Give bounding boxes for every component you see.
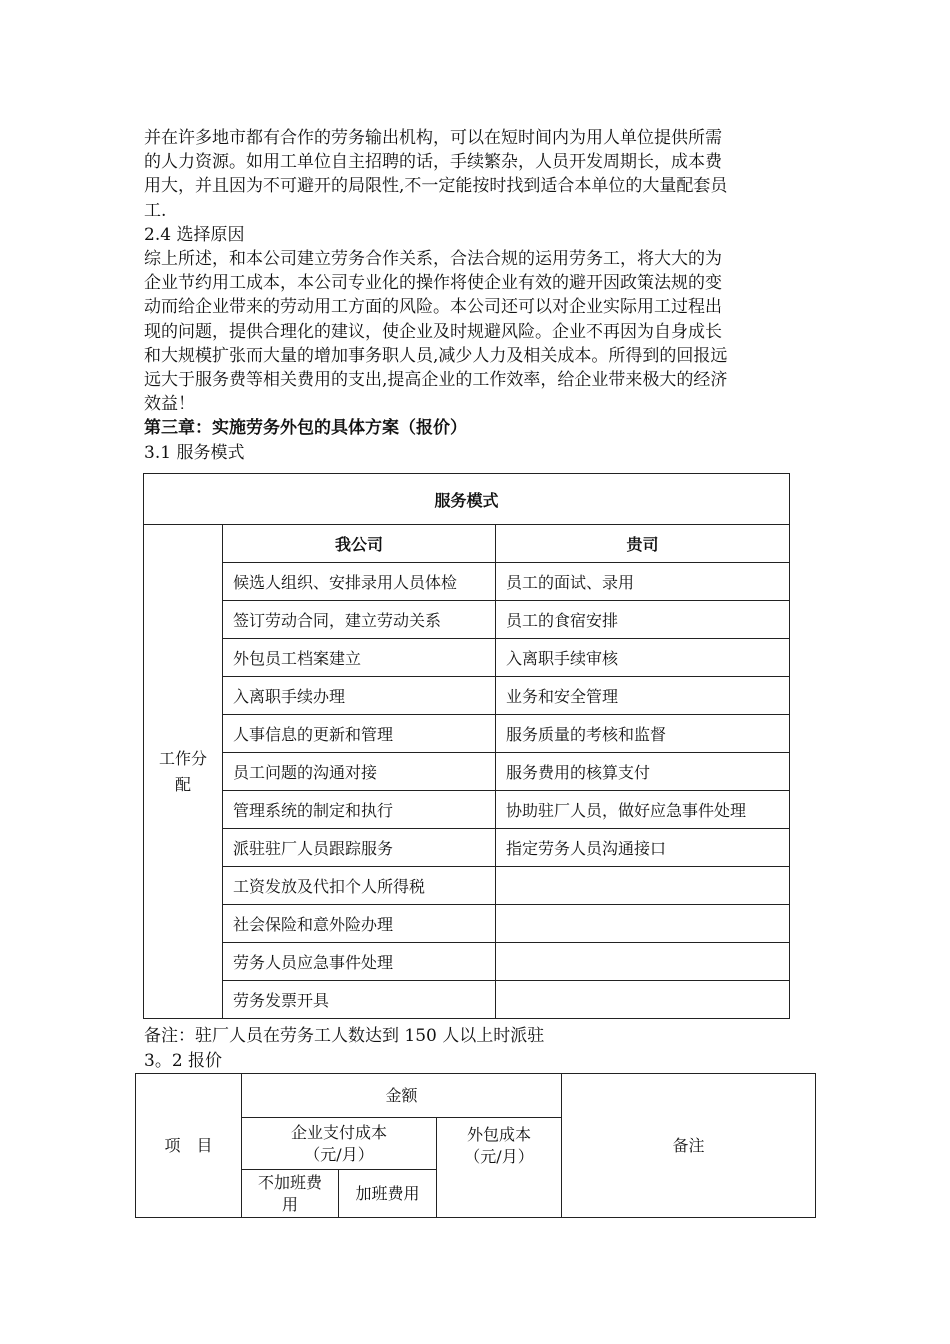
table-row (144, 639, 790, 677)
yours-cell: 指定劳务人员沟通接口 (496, 829, 790, 867)
table-row (144, 563, 790, 601)
outsource-cost-unit: （元/月） (464, 1147, 534, 1166)
no-overtime-label: 不加班费用 (257, 1172, 322, 1214)
yours-cell: 服务费用的核算支付 (496, 753, 790, 791)
price-amount-header: 金额 (242, 1074, 562, 1118)
ours-cell: 工资发放及代扣个人所得税 (223, 867, 496, 905)
document-body (144, 126, 809, 465)
service-mode-table (143, 473, 790, 1019)
section-2-4-line: 动而给企业带来的劳动用工方面的风险。本公司还可以对企业实际用工过程出 (144, 297, 722, 318)
outsource-cost-label: 外包成本 (467, 1125, 532, 1144)
section-2-4-line: 远大于服务费等相关费用的支出,提高企业的工作效率，给企业带来极大的经济 (144, 370, 728, 391)
ours-cell: 签订劳动合同，建立劳动关系 (223, 601, 496, 639)
price-table (135, 1073, 816, 1218)
section-2-4-line: 企业节约用工成本，本公司专业化的操作将使企业有效的避开因政策法规的变 (144, 273, 722, 294)
table-row (144, 829, 790, 867)
price-remark-header: 备注 (562, 1074, 816, 1218)
section-2-4-line: 和大规模扩张而大量的增加事务职人员,减少人力及相关成本。所得到的回报远 (144, 345, 728, 366)
section-2-4-heading: 2.4 选择原因 (144, 224, 245, 245)
table-row (144, 943, 790, 981)
price-item-header: 项 目 (136, 1074, 242, 1218)
table-row (144, 677, 790, 715)
yours-cell (496, 867, 790, 905)
yours-cell: 入离职手续审核 (496, 639, 790, 677)
ours-cell: 管理系统的制定和执行 (223, 791, 496, 829)
enterprise-cost-unit: （元/月） (304, 1144, 374, 1164)
ours-cell: 员工问题的沟通对接 (223, 753, 496, 791)
row-label-text: 工作分配 (158, 748, 207, 794)
yours-cell (496, 905, 790, 943)
ours-cell: 入离职手续办理 (223, 677, 496, 715)
row-label-work-allocation (144, 525, 223, 1019)
ours-cell: 社会保险和意外险办理 (223, 905, 496, 943)
table-row (144, 867, 790, 905)
intro-paragraph (144, 126, 809, 223)
section-3-1-heading: 3.1 服务模式 (144, 442, 245, 463)
outsource-cost-header (437, 1118, 562, 1218)
ours-cell: 派驻驻厂人员跟踪服务 (223, 829, 496, 867)
column-header-yours: 贵司 (496, 525, 790, 563)
yours-cell (496, 981, 790, 1019)
table-row (144, 715, 790, 753)
ours-cell: 人事信息的更新和管理 (223, 715, 496, 753)
overtime-header: 加班费用 (339, 1170, 437, 1218)
table-row (144, 981, 790, 1019)
chapter-3-title: 第三章：实施劳务外包的具体方案（报价） (144, 418, 467, 439)
yours-cell: 服务质量的考核和监督 (496, 715, 790, 753)
enterprise-cost-label: 企业支付成本 (290, 1122, 387, 1142)
table-row (144, 601, 790, 639)
ours-cell: 候选人组织、安排录用人员体检 (223, 563, 496, 601)
ours-cell: 外包员工档案建立 (223, 639, 496, 677)
yours-cell (496, 943, 790, 981)
table-row (144, 905, 790, 943)
enterprise-cost-header (242, 1118, 437, 1170)
no-overtime-header (242, 1170, 339, 1218)
yours-cell: 业务和安全管理 (496, 677, 790, 715)
yours-cell: 协助驻厂人员，做好应急事件处理 (496, 791, 790, 829)
column-header-ours: 我公司 (223, 525, 496, 563)
table-row (144, 791, 790, 829)
intro-line: 用大，并且因为不可避开的局限性,不一定能按时找到适合本单位的大量配套员 (144, 176, 728, 197)
section-2-4-line: 现的问题，提供合理化的建议，使企业及时规避风险。企业不再因为自身成长 (144, 321, 722, 342)
section-2-4-line: 效益！ (144, 394, 195, 415)
table-row (144, 753, 790, 791)
yours-cell: 员工的面试、录用 (496, 563, 790, 601)
ours-cell: 劳务人员应急事件处理 (223, 943, 496, 981)
service-table-title: 服务模式 (144, 474, 790, 525)
ours-cell: 劳务发票开具 (223, 981, 496, 1019)
section-3-2-heading: 3。2 报价 (144, 1051, 223, 1071)
yours-cell: 员工的食宿安排 (496, 601, 790, 639)
intro-line: 并在许多地市都有合作的劳务输出机构，可以在短时间内为用人单位提供所需 (144, 128, 722, 148)
intro-line: 的人力资源。如用工单位自主招聘的话，手续繁杂，人员开发周期长，成本费 (144, 152, 722, 173)
section-2-4-paragraph (144, 247, 809, 416)
section-2-4-line: 综上所述，和本公司建立劳务合作关系，合法合规的运用劳务工，将大大的为 (144, 249, 722, 270)
service-note: 备注：驻厂人员在劳务工人数达到 150 人以上时派驻 (144, 1026, 545, 1046)
intro-line: 工. (144, 200, 167, 221)
